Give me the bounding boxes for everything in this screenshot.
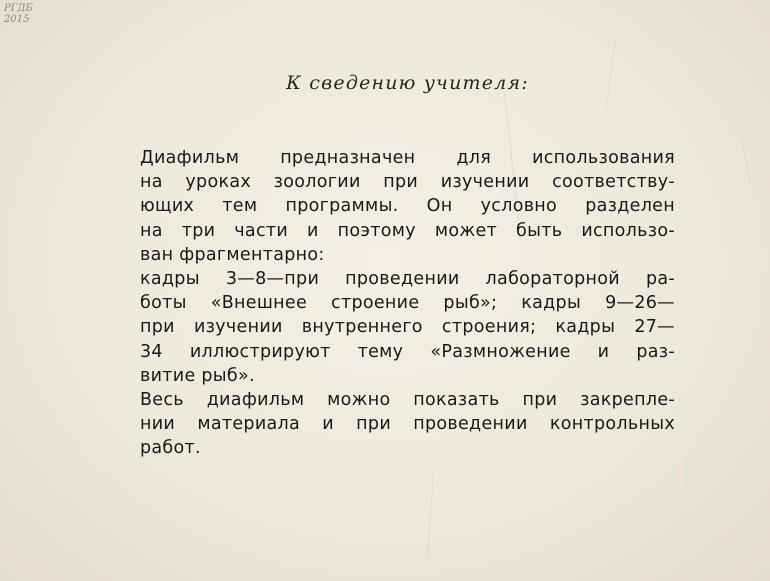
film-scratch — [740, 130, 751, 184]
text-line: 34 иллюстрируют тему «Размножение и раз- — [140, 341, 675, 362]
text-line: витие рыб». — [140, 365, 255, 386]
text-line: кадры 3—8—при проведении лабораторной ра- — [140, 268, 675, 289]
text-line: Диафильм предназначен для использования — [140, 148, 675, 168]
film-scratch — [427, 470, 434, 560]
page-title: К сведению учителя: — [286, 72, 529, 94]
text-line: на три части и поэтому может быть использо- — [140, 220, 675, 241]
text-line: ющих тем программы. Он условно разделен — [140, 196, 675, 217]
text-line: ван фрагментарно: — [140, 244, 325, 265]
teacher-note-text — [140, 146, 675, 460]
text-line: Весь диафильм можно показать при закрепле- — [140, 389, 675, 410]
text-line: на уроках зоологии при изучении соответству- — [140, 172, 675, 193]
text-line: боты «Внешнее строение рыб»; кадры 9—26— — [140, 293, 675, 314]
text-line: при изучении внутреннего строения; кадры 27— — [140, 317, 675, 338]
archive-watermark — [4, 3, 33, 25]
film-scratch — [686, 455, 687, 490]
watermark-org: РГДБ — [4, 3, 33, 14]
text-line: работ. — [140, 438, 201, 459]
text-line: нии материала и при проведении контрольных — [140, 414, 675, 435]
watermark-year: 2015 — [4, 14, 30, 25]
